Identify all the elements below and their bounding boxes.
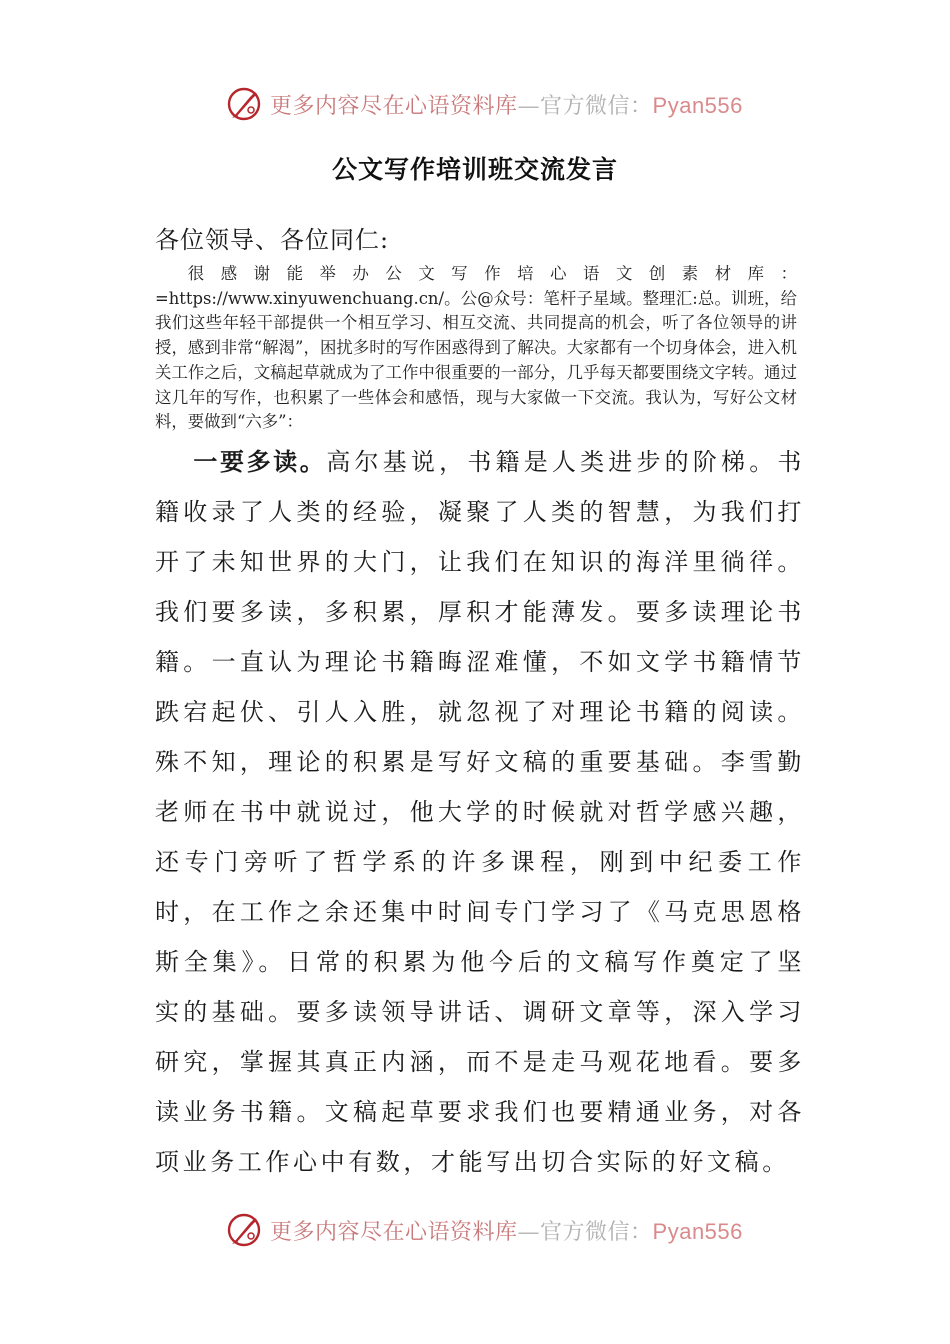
salutation: 各位领导、各位同仁:	[155, 226, 390, 254]
banner-contact-id: Pyan556	[652, 1218, 743, 1244]
pen-nib-logo-icon	[226, 1211, 264, 1249]
section-1	[155, 437, 805, 1187]
section-1-lead: 一要多读。	[193, 448, 327, 476]
banner-brand-text: 更多内容尽在心语资料库	[270, 1219, 518, 1245]
banner-brand-text: 更多内容尽在心语资料库	[270, 93, 518, 119]
section-1-paragraph	[155, 437, 805, 1187]
banner-separator: —	[517, 1219, 541, 1245]
banner-contact-label: 官方微信：	[540, 1219, 653, 1245]
banner-separator: —	[517, 93, 541, 119]
banner-contact-label: 官方微信：	[540, 93, 653, 119]
banner-text	[270, 1215, 743, 1246]
footer-banner	[226, 1210, 746, 1250]
intro-text: 很感谢能举办公文写作培心语文创素材库：=https://www.xinyuwenchuang.cn/。公@众号：笔杆子星域。整理汇:总。训班，给我们这些年轻干部提供一个相互学习、相互交流、共同提高的机会，听了各位领导的讲授，感到非常“解渴”，困扰多时的写作困惑得到了解决。大家都有一个切身体会，进入机关工作之后，文稿起草就成为了工作中很重要的一部分，几乎每天都要围绕文字转。通过这几年的写作，也积累了一些体会和感悟，现与大家做一下交流。我认为，写好公文材料，要做到“六多”：	[155, 264, 797, 432]
intro-paragraph	[155, 262, 797, 435]
section-1-body: 高尔基说，书籍是人类进步的阶梯。书籍收录了人类的经验，凝聚了人类的智慧，为我们打开了未知世界的大门，让我们在知识的海洋里徜徉。我们要多读，多积累，厚积才能薄发。要多读理论书籍。一直认为理论书籍晦涩难懂，不如文学书籍情节跌宕起伏、引人入胜，就忽视了对理论书籍的阅读。殊不知，理论的积累是写好文稿的重要基础。李雪勤老师在书中就说过，他大学的时候就对哲学感兴趣，还专门旁听了哲学系的许多课程，刚到中纪委工作时，在工作之余还集中时间专门学习了《马克思恩格斯全集》。日常的积累为他今后的文稿写作奠定了坚实的基础。要多读领导讲话、调研文章等，深入学习研究，掌握其真正内涵，而不是走马观花地看。要多读业务书籍。文稿起草要求我们也要精通业务，对各项业务工作心中有数，才能写出切合实际的好文稿。	[155, 448, 806, 1176]
pen-nib-logo-icon	[226, 85, 264, 123]
banner-contact-id: Pyan556	[652, 92, 743, 118]
banner-text	[270, 89, 743, 120]
header-banner	[226, 84, 746, 124]
document-title: 公文写作培训班交流发言	[331, 155, 618, 184]
